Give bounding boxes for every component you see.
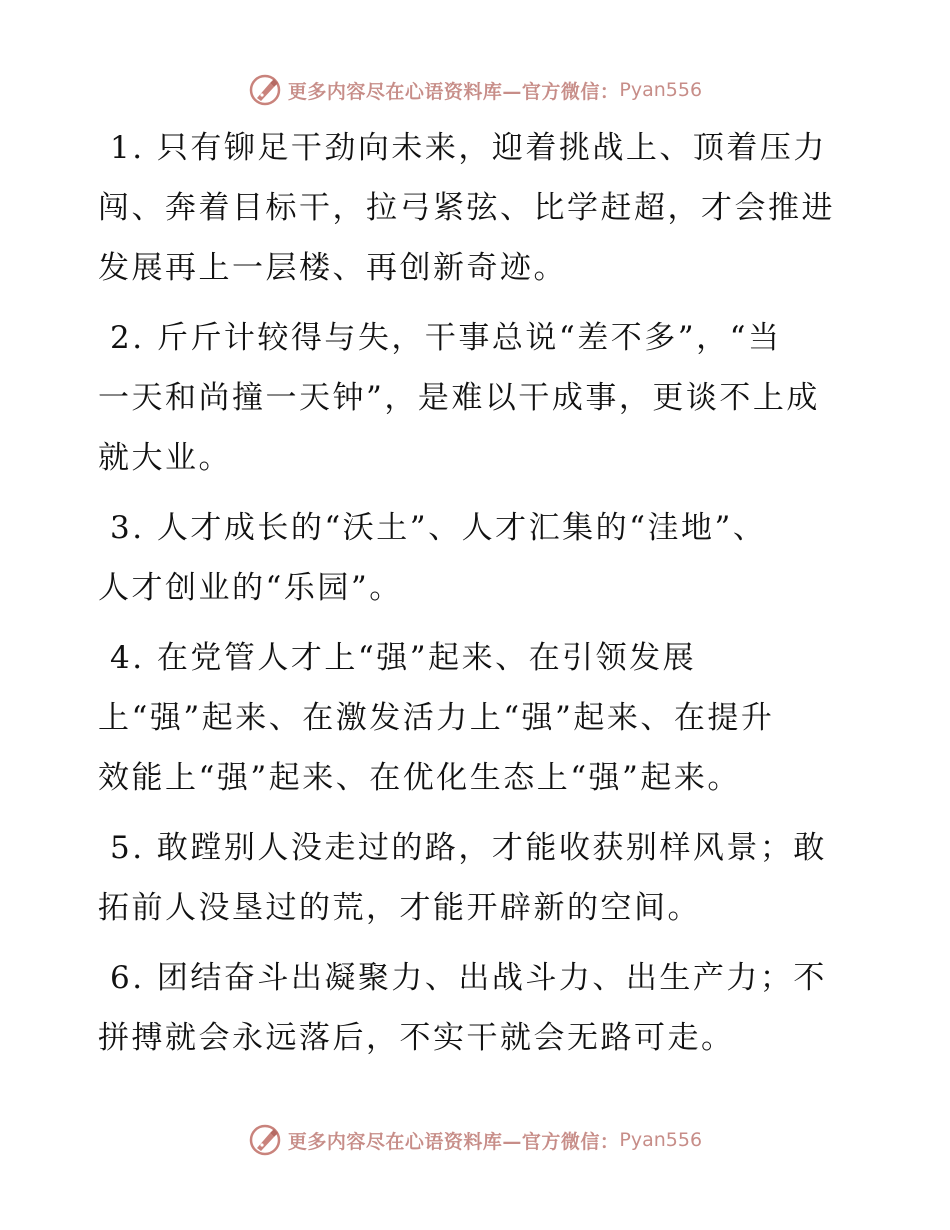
paragraph-line: 一天和尚撞一天钟”，是难以干成事，更谈不上成 [98, 380, 820, 416]
watermark-text: 更多内容尽在心语资料库—官方微信： [287, 80, 620, 103]
pen-logo-icon [248, 73, 282, 107]
paragraph-line: 人才创业的“乐园”。 [98, 570, 403, 606]
paragraph-6 [98, 948, 858, 1068]
paragraph-line: 6. 团结奋斗出凝聚力、出战斗力、出生产力；不 [110, 960, 827, 996]
paragraph-line: 4. 在党管人才上“强”起来、在引领发展 [110, 640, 697, 676]
paragraph-line: 2. 斤斤计较得与失，干事总说“差不多”，“当 [110, 320, 782, 356]
paragraph-line: 拼搏就会永远落后，不实干就会无路可走。 [98, 1020, 735, 1056]
paragraph-2 [98, 308, 858, 488]
paragraph-line: 3. 人才成长的“沃土”、人才汇集的“洼地”、 [110, 510, 767, 546]
paragraph-5 [98, 818, 858, 938]
paragraph-3 [98, 498, 858, 618]
watermark-text: 更多内容尽在心语资料库—官方微信： [287, 1130, 620, 1153]
paragraph-4 [98, 628, 858, 808]
paragraph-line: 1. 只有铆足干劲向未来，迎着挑战上、顶着压力 [110, 130, 827, 166]
footer-watermark [0, 1120, 950, 1160]
paragraph-line: 效能上“强”起来、在优化生态上“强”起来。 [98, 760, 741, 796]
watermark-wechat-id: Pyan556 [619, 79, 703, 101]
paragraph-line: 拓前人没垦过的荒，才能开辟新的空间。 [98, 890, 701, 926]
watermark-wechat-id: Pyan556 [619, 1129, 703, 1151]
document-body [98, 118, 858, 1078]
paragraph-line: 闯、奔着目标干，拉弓紧弦、比学赶超，才会推进 [98, 190, 835, 226]
paragraph-line: 发展再上一层楼、再创新奇迹。 [98, 250, 567, 286]
paragraph-1 [98, 118, 858, 298]
paragraph-line: 5. 敢蹚别人没走过的路，才能收获别样风景；敢 [110, 830, 827, 866]
paragraph-line: 就大业。 [98, 440, 232, 476]
paragraph-line: 上“强”起来、在激发活力上“强”起来、在提升 [98, 700, 775, 736]
pen-logo-icon [248, 1123, 282, 1157]
header-watermark [0, 70, 950, 110]
